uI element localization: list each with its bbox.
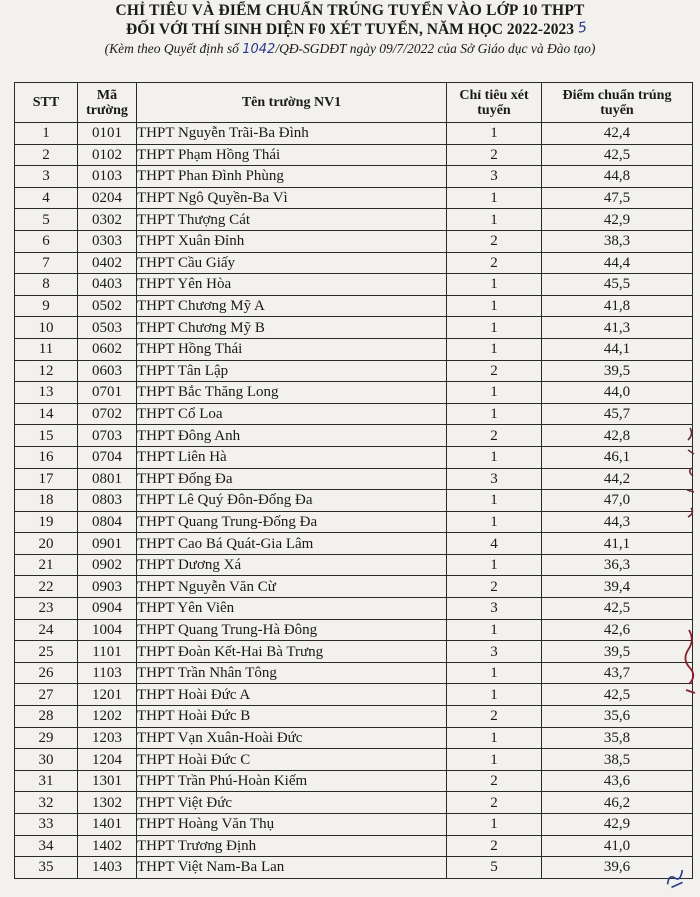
cell-chi-tieu: 2	[447, 425, 542, 447]
col-header-chi-tieu-line1: Chỉ tiêu xét	[459, 87, 529, 103]
admission-table	[14, 82, 693, 879]
cell-ten-truong: THPT Ngô Quyền-Ba Vì	[137, 187, 447, 209]
table-row	[15, 425, 693, 447]
cell-ma-truong: 0502	[78, 295, 137, 317]
cell-ten-truong: THPT Hoàng Văn Thụ	[137, 814, 447, 836]
cell-ma-truong: 0101	[78, 123, 137, 145]
cell-ten-truong: THPT Hoài Đức C	[137, 749, 447, 771]
cell-ma-truong: 0103	[78, 166, 137, 188]
cell-ma-truong: 0701	[78, 382, 137, 404]
table-row	[15, 684, 693, 706]
table-row	[15, 511, 693, 533]
cell-ten-truong: THPT Lê Quý Đôn-Đống Đa	[137, 490, 447, 512]
cell-stt: 32	[15, 792, 78, 814]
col-header-ma-line2: trường	[86, 102, 128, 118]
cell-chi-tieu: 3	[447, 468, 542, 490]
cell-ten-truong: THPT Phạm Hồng Thái	[137, 144, 447, 166]
table-row	[15, 619, 693, 641]
table-row	[15, 187, 693, 209]
cell-ma-truong: 1204	[78, 749, 137, 771]
cell-chi-tieu: 2	[447, 835, 542, 857]
cell-stt: 2	[15, 144, 78, 166]
table-row	[15, 857, 693, 879]
cell-ten-truong: THPT Yên Viên	[137, 598, 447, 620]
cell-diem-chuan: 45,7	[542, 403, 693, 425]
cell-diem-chuan: 35,8	[542, 727, 693, 749]
cell-chi-tieu: 3	[447, 166, 542, 188]
cell-ten-truong: THPT Xuân Đỉnh	[137, 230, 447, 252]
cell-stt: 16	[15, 446, 78, 468]
cell-chi-tieu: 1	[447, 274, 542, 296]
table-row	[15, 274, 693, 296]
cell-diem-chuan: 41,0	[542, 835, 693, 857]
document-subtitle	[0, 41, 700, 57]
cell-ma-truong: 1402	[78, 835, 137, 857]
cell-chi-tieu: 2	[447, 706, 542, 728]
cell-diem-chuan: 42,5	[542, 684, 693, 706]
col-header-chi-tieu	[447, 83, 542, 123]
col-header-diem-line2: tuyển	[600, 102, 634, 118]
cell-ma-truong: 0403	[78, 274, 137, 296]
cell-diem-chuan: 36,3	[542, 554, 693, 576]
cell-ma-truong: 0302	[78, 209, 137, 231]
cell-ten-truong: THPT Bắc Thăng Long	[137, 382, 447, 404]
table-row	[15, 209, 693, 231]
cell-diem-chuan: 47,0	[542, 490, 693, 512]
table-row	[15, 446, 693, 468]
cell-ma-truong: 0102	[78, 144, 137, 166]
cell-ma-truong: 1401	[78, 814, 137, 836]
cell-ten-truong: THPT Phan Đình Phùng	[137, 166, 447, 188]
cell-stt: 33	[15, 814, 78, 836]
cell-stt: 29	[15, 727, 78, 749]
cell-chi-tieu: 1	[447, 209, 542, 231]
cell-stt: 11	[15, 338, 78, 360]
cell-ten-truong: THPT Việt Đức	[137, 792, 447, 814]
cell-stt: 21	[15, 554, 78, 576]
cell-ma-truong: 0901	[78, 533, 137, 555]
cell-ten-truong: THPT Nguyễn Trãi-Ba Đình	[137, 123, 447, 145]
cell-diem-chuan: 42,4	[542, 123, 693, 145]
cell-stt: 20	[15, 533, 78, 555]
table-row	[15, 144, 693, 166]
cell-chi-tieu: 1	[447, 662, 542, 684]
table-row	[15, 641, 693, 663]
cell-chi-tieu: 2	[447, 770, 542, 792]
cell-diem-chuan: 42,9	[542, 814, 693, 836]
cell-stt: 34	[15, 835, 78, 857]
cell-diem-chuan: 45,5	[542, 274, 693, 296]
col-header-diem-line1: Điểm chuẩn trúng	[562, 87, 672, 103]
cell-stt: 10	[15, 317, 78, 339]
cell-diem-chuan: 38,3	[542, 230, 693, 252]
table-row	[15, 230, 693, 252]
cell-stt: 23	[15, 598, 78, 620]
cell-stt: 35	[15, 857, 78, 879]
cell-ten-truong: THPT Chương Mỹ A	[137, 295, 447, 317]
table-row	[15, 576, 693, 598]
cell-ma-truong: 1203	[78, 727, 137, 749]
cell-diem-chuan: 44,0	[542, 382, 693, 404]
table-row	[15, 835, 693, 857]
table-header-row	[15, 83, 693, 123]
cell-diem-chuan: 42,9	[542, 209, 693, 231]
cell-ma-truong: 0703	[78, 425, 137, 447]
table-row	[15, 814, 693, 836]
cell-diem-chuan: 44,3	[542, 511, 693, 533]
cell-ma-truong: 1301	[78, 770, 137, 792]
cell-diem-chuan: 39,5	[542, 360, 693, 382]
cell-diem-chuan: 44,4	[542, 252, 693, 274]
cell-ma-truong: 1201	[78, 684, 137, 706]
table-row	[15, 727, 693, 749]
decision-number-handwritten: 1042	[242, 42, 276, 57]
cell-ma-truong: 0402	[78, 252, 137, 274]
cell-chi-tieu: 1	[447, 619, 542, 641]
table-row	[15, 598, 693, 620]
cell-stt: 15	[15, 425, 78, 447]
cell-ten-truong: THPT Tân Lập	[137, 360, 447, 382]
cell-stt: 1	[15, 123, 78, 145]
cell-ma-truong: 0503	[78, 317, 137, 339]
cell-stt: 26	[15, 662, 78, 684]
cell-chi-tieu: 1	[447, 403, 542, 425]
cell-diem-chuan: 47,5	[542, 187, 693, 209]
cell-ma-truong: 1103	[78, 662, 137, 684]
table-row	[15, 403, 693, 425]
cell-diem-chuan: 44,1	[542, 338, 693, 360]
cell-stt: 9	[15, 295, 78, 317]
document-title-line2-text: ĐỐI VỚI THÍ SINH DIỆN F0 XÉT TUYỂN, NĂM HỌC 2022-2023	[126, 21, 574, 38]
subtitle-suffix: /QĐ-SGDĐT ngày 09/7/2022 của Sở Giáo dục và Đào tạo)	[275, 41, 596, 56]
cell-chi-tieu: 1	[447, 727, 542, 749]
cell-chi-tieu: 1	[447, 338, 542, 360]
cell-ten-truong: THPT Hoài Đức A	[137, 684, 447, 706]
cell-ten-truong: THPT Cao Bá Quát-Gia Lâm	[137, 533, 447, 555]
cell-stt: 4	[15, 187, 78, 209]
cell-ten-truong: THPT Cổ Loa	[137, 403, 447, 425]
cell-chi-tieu: 3	[447, 641, 542, 663]
cell-stt: 24	[15, 619, 78, 641]
cell-chi-tieu: 5	[447, 857, 542, 879]
cell-ten-truong: THPT Hồng Thái	[137, 338, 447, 360]
cell-diem-chuan: 39,6	[542, 857, 693, 879]
cell-ma-truong: 0801	[78, 468, 137, 490]
table-row	[15, 533, 693, 555]
cell-chi-tieu: 3	[447, 598, 542, 620]
cell-ten-truong: THPT Vạn Xuân-Hoài Đức	[137, 727, 447, 749]
cell-stt: 22	[15, 576, 78, 598]
cell-chi-tieu: 1	[447, 295, 542, 317]
table-row	[15, 382, 693, 404]
cell-ten-truong: THPT Đống Đa	[137, 468, 447, 490]
cell-stt: 8	[15, 274, 78, 296]
cell-diem-chuan: 44,8	[542, 166, 693, 188]
table-row	[15, 662, 693, 684]
cell-diem-chuan: 39,4	[542, 576, 693, 598]
cell-stt: 30	[15, 749, 78, 771]
table-row	[15, 166, 693, 188]
cell-chi-tieu: 2	[447, 576, 542, 598]
cell-chi-tieu: 1	[447, 382, 542, 404]
cell-stt: 28	[15, 706, 78, 728]
cell-chi-tieu: 1	[447, 511, 542, 533]
cell-ma-truong: 1403	[78, 857, 137, 879]
cell-ma-truong: 0804	[78, 511, 137, 533]
cell-ten-truong: THPT Đông Anh	[137, 425, 447, 447]
cell-chi-tieu: 1	[447, 490, 542, 512]
cell-diem-chuan: 46,1	[542, 446, 693, 468]
cell-stt: 14	[15, 403, 78, 425]
cell-diem-chuan: 38,5	[542, 749, 693, 771]
cell-ten-truong: THPT Đoàn Kết-Hai Bà Trưng	[137, 641, 447, 663]
cell-ma-truong: 1202	[78, 706, 137, 728]
table-row	[15, 770, 693, 792]
corner-scribble-icon	[661, 865, 690, 892]
table-row	[15, 295, 693, 317]
cell-ten-truong: THPT Quang Trung-Đống Đa	[137, 511, 447, 533]
cell-ten-truong: THPT Trần Nhân Tông	[137, 662, 447, 684]
cell-stt: 27	[15, 684, 78, 706]
document-title-line2	[0, 21, 700, 39]
col-header-ten-truong: Tên trường NV1	[137, 83, 447, 123]
cell-chi-tieu: 2	[447, 252, 542, 274]
cell-ten-truong: THPT Cầu Giấy	[137, 252, 447, 274]
cell-chi-tieu: 1	[447, 749, 542, 771]
cell-stt: 6	[15, 230, 78, 252]
cell-ma-truong: 1101	[78, 641, 137, 663]
cell-ten-truong: THPT Dương Xá	[137, 554, 447, 576]
cell-ten-truong: THPT Nguyễn Văn Cừ	[137, 576, 447, 598]
cell-stt: 3	[15, 166, 78, 188]
cell-ten-truong: THPT Liên Hà	[137, 446, 447, 468]
cell-stt: 5	[15, 209, 78, 231]
cell-diem-chuan: 43,6	[542, 770, 693, 792]
cell-chi-tieu: 1	[447, 554, 542, 576]
cell-diem-chuan: 39,5	[542, 641, 693, 663]
cell-stt: 17	[15, 468, 78, 490]
cell-stt: 7	[15, 252, 78, 274]
table-row	[15, 554, 693, 576]
cell-stt: 31	[15, 770, 78, 792]
table-row	[15, 792, 693, 814]
cell-ma-truong: 0303	[78, 230, 137, 252]
subtitle-prefix: (Kèm theo Quyết định số	[104, 41, 243, 56]
table-row	[15, 252, 693, 274]
cell-chi-tieu: 1	[447, 317, 542, 339]
cell-ma-truong: 0904	[78, 598, 137, 620]
document-title-line1: CHỈ TIÊU VÀ ĐIỂM CHUẨN TRÚNG TUYỂN VÀO LỚP 10 THPT	[115, 2, 585, 19]
cell-diem-chuan: 42,8	[542, 425, 693, 447]
handwritten-mark: 5	[576, 19, 588, 37]
cell-diem-chuan: 41,3	[542, 317, 693, 339]
col-header-ma-line1: Mã	[96, 87, 118, 103]
table-row	[15, 706, 693, 728]
cell-stt: 12	[15, 360, 78, 382]
cell-diem-chuan: 41,8	[542, 295, 693, 317]
cell-chi-tieu: 2	[447, 230, 542, 252]
cell-chi-tieu: 1	[447, 446, 542, 468]
cell-ma-truong: 0603	[78, 360, 137, 382]
cell-ten-truong: THPT Trần Phú-Hoàn Kiếm	[137, 770, 447, 792]
cell-stt: 13	[15, 382, 78, 404]
cell-stt: 18	[15, 490, 78, 512]
cell-ma-truong: 0702	[78, 403, 137, 425]
cell-stt: 25	[15, 641, 78, 663]
cell-ten-truong: THPT Thượng Cát	[137, 209, 447, 231]
cell-chi-tieu: 2	[447, 360, 542, 382]
cell-ten-truong: THPT Chương Mỹ B	[137, 317, 447, 339]
table-row	[15, 749, 693, 771]
cell-ma-truong: 0204	[78, 187, 137, 209]
cell-chi-tieu: 2	[447, 792, 542, 814]
col-header-stt: STT	[15, 83, 78, 123]
cell-ma-truong: 0902	[78, 554, 137, 576]
cell-diem-chuan: 41,1	[542, 533, 693, 555]
cell-ma-truong: 0704	[78, 446, 137, 468]
cell-ma-truong: 0903	[78, 576, 137, 598]
cell-ten-truong: THPT Yên Hòa	[137, 274, 447, 296]
cell-ten-truong: THPT Quang Trung-Hà Đông	[137, 619, 447, 641]
cell-diem-chuan: 46,2	[542, 792, 693, 814]
cell-diem-chuan: 42,5	[542, 144, 693, 166]
cell-ten-truong: THPT Hoài Đức B	[137, 706, 447, 728]
cell-chi-tieu: 1	[447, 814, 542, 836]
table-row	[15, 360, 693, 382]
table-row	[15, 490, 693, 512]
table-row	[15, 317, 693, 339]
cell-ten-truong: THPT Trương Định	[137, 835, 447, 857]
cell-ten-truong: THPT Việt Nam-Ba Lan	[137, 857, 447, 879]
cell-diem-chuan: 43,7	[542, 662, 693, 684]
margin-handwriting	[680, 420, 700, 740]
cell-ma-truong: 0602	[78, 338, 137, 360]
cell-ma-truong: 0803	[78, 490, 137, 512]
cell-stt: 19	[15, 511, 78, 533]
cell-diem-chuan: 42,5	[542, 598, 693, 620]
col-header-ma-truong	[78, 83, 137, 123]
cell-chi-tieu: 4	[447, 533, 542, 555]
col-header-chi-tieu-line2: tuyển	[477, 102, 511, 118]
cell-diem-chuan: 35,6	[542, 706, 693, 728]
cell-chi-tieu: 1	[447, 123, 542, 145]
cell-chi-tieu: 1	[447, 187, 542, 209]
col-header-diem-chuan	[542, 83, 693, 123]
cell-chi-tieu: 2	[447, 144, 542, 166]
table-row	[15, 468, 693, 490]
cell-diem-chuan: 44,2	[542, 468, 693, 490]
cell-chi-tieu: 1	[447, 684, 542, 706]
table-row	[15, 123, 693, 145]
table-body	[15, 123, 693, 879]
cell-ma-truong: 1302	[78, 792, 137, 814]
cell-ma-truong: 1004	[78, 619, 137, 641]
table-row	[15, 338, 693, 360]
cell-diem-chuan: 42,6	[542, 619, 693, 641]
